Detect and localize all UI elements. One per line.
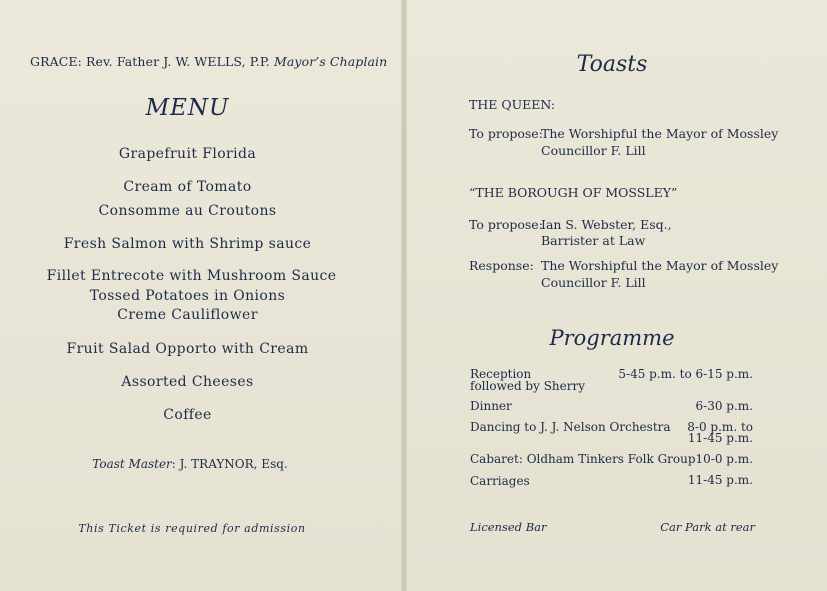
toast-master-name: : J. TRAYNOR, Esq. [171,457,288,471]
programme-time: 5-45 p.m. to 6-15 p.m. [618,367,753,381]
proposer-line: The Worshipful the Mayor of Mossley [541,126,779,141]
propose-label: To propose: [469,217,543,232]
programme-event: Dancing to J. J. Nelson Orchestra [470,420,671,434]
footer-licensed-bar: Licensed Bar [470,520,547,534]
responder-line: The Worshipful the Mayor of Mossley [541,258,779,273]
programme-event: Cabaret: Oldham Tinkers Folk Group [470,452,696,466]
footer-car-park: Car Park at rear [660,520,755,534]
programme-time: 11-45 p.m. [687,473,753,487]
programme-time: 6-30 p.m. [695,399,753,413]
toast-master [0,457,380,471]
programme-time: 10-0 p.m. [695,452,753,466]
programme-time: 11-45 p.m. [687,431,753,445]
toast-master-label: Toast Master [92,457,172,471]
toast-heading: THE QUEEN: [469,97,556,112]
grace-line [30,54,387,69]
menu-dish: Assorted Cheeses [121,374,254,390]
proposer-line: Councillor F. Lill [541,143,646,158]
ticket-note: This Ticket is required for admission [78,522,306,535]
menu-dish: Fresh Salmon with Shrimp sauce [63,236,312,252]
grace-label: GRACE: Rev. Father J. W. WELLS, P.P. [30,54,270,69]
programme-time: 8-0 p.m. to [687,420,753,434]
programme-title: Programme [549,326,675,350]
grace-role: Mayor’s Chaplain [273,54,388,69]
programme-event: Carriages [470,474,530,488]
right-page [407,0,827,591]
programme-event: Dinner [470,399,512,413]
menu-dish: Grapefruit Florida [118,146,257,162]
propose-label: To propose: [469,126,543,141]
toast-heading: “THE BOROUGH OF MOSSLEY” [469,185,678,200]
menu-dish: Tossed Potatoes in Onions [89,288,286,304]
proposer-line: Ian S. Webster, Esq., [541,217,672,232]
menu-dish: Cream of Tomato [123,179,252,195]
menu-dish: Fillet Entrecote with Mushroom Sauce [46,268,337,284]
menu-title: MENU [145,95,230,121]
proposer-line: Barrister at Law [541,233,646,248]
programme-event: Reception [470,367,532,381]
toasts-title: Toasts [576,52,648,77]
programme-event: followed by Sherry [470,379,586,393]
menu-dish: Fruit Salad Opporto with Cream [66,341,309,357]
menu-dish: Coffee [163,407,212,423]
menu-dish: Creme Cauliflower [117,307,258,323]
response-label: Response: [469,258,534,273]
responder-line: Councillor F. Lill [541,275,646,290]
left-page [0,0,402,591]
menu-dish: Consomme au Croutons [98,203,277,219]
